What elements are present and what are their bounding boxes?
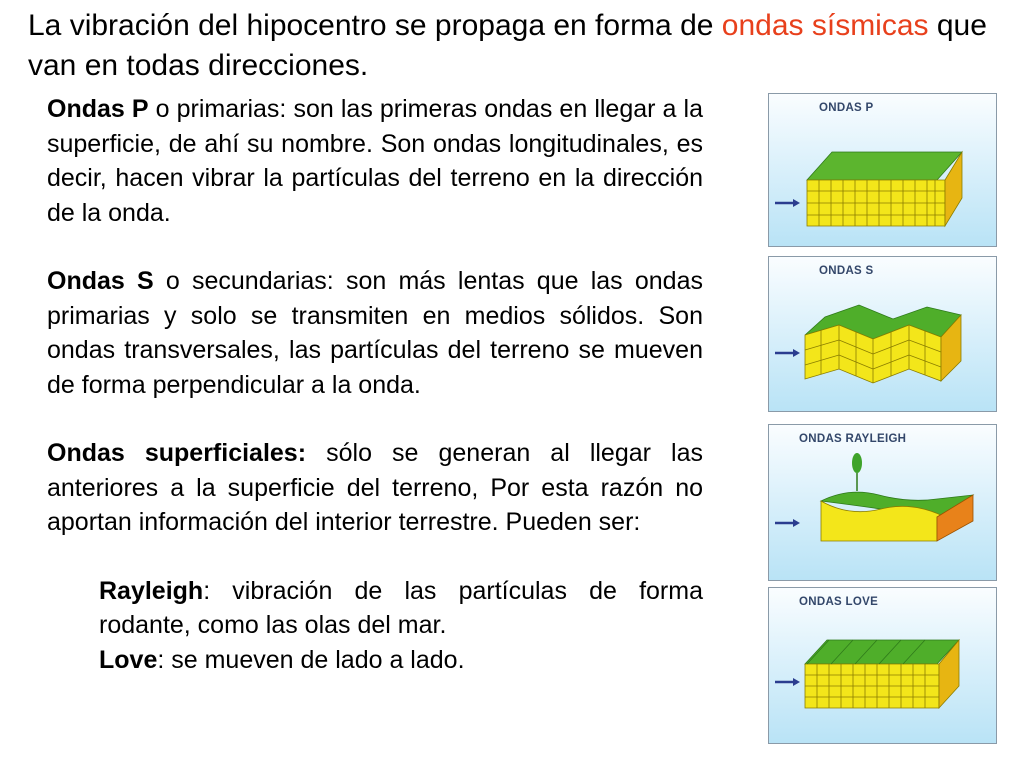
tree-icon [852,453,862,491]
p-waves-text: o primarias: son las primeras ondas en llegar a la superficie, de ahí su nombre. Son ondas longitudinales, es decir, hacen vibrar la partículas del terreno en la dirección de la onda. [47,95,703,227]
figure-s-waves [768,256,997,412]
arrow-icon [775,199,800,207]
figure-rayleigh-waves [768,424,997,581]
figure-love-label: ONDAS LOVE [799,596,879,608]
figure-p-label: ONDAS P [819,102,874,114]
figure-s-label: ONDAS S [819,265,874,277]
arrow-icon [775,519,800,527]
figure-p-waves [768,93,997,247]
love-waves-illustration [769,588,996,743]
p-waves-term: Ondas P [47,95,149,123]
s-waves-term: Ondas S [47,267,154,295]
love-paragraph [47,643,703,678]
rayleigh-paragraph [47,574,703,643]
figure-rayleigh-label: ONDAS RAYLEIGH [799,433,907,445]
surface-waves-text: sólo se generan al llegar las anteriores a la superficie del terreno, Por esta razón no aportan información del interior terrestre. Pueden ser: [47,439,703,536]
love-term: Love [99,645,158,674]
slide-title [28,6,988,86]
title-part-2: que van en todas direcciones. [28,9,987,82]
title-accent: ondas sísmicas [721,9,929,42]
body-text [47,92,703,677]
p-waves-illustration [769,94,996,246]
title-part-1: La vibración del hipocentro se propaga en forma de [28,9,722,42]
love-text: : se mueven de lado a lado. [157,645,465,674]
s-waves-text: o secundarias: son más lentas que las ondas primarias y solo se transmiten en medios sólidos. Son ondas transversales, las partículas del terreno se mueven de forma perpendicular a la onda. [47,267,703,399]
arrow-icon [775,349,800,357]
rayleigh-term: Rayleigh [99,576,204,605]
surface-waves-paragraph [47,436,703,540]
rayleigh-waves-illustration [769,425,996,580]
rayleigh-text: : vibración de las partículas de forma rodante, como las olas del mar. [99,576,703,639]
surface-waves-term: Ondas superficiales: [47,439,307,467]
arrow-icon [775,678,800,686]
figure-love-waves [768,587,997,744]
s-waves-illustration [769,257,996,411]
s-waves-paragraph [47,264,703,402]
p-waves-paragraph [47,92,703,230]
